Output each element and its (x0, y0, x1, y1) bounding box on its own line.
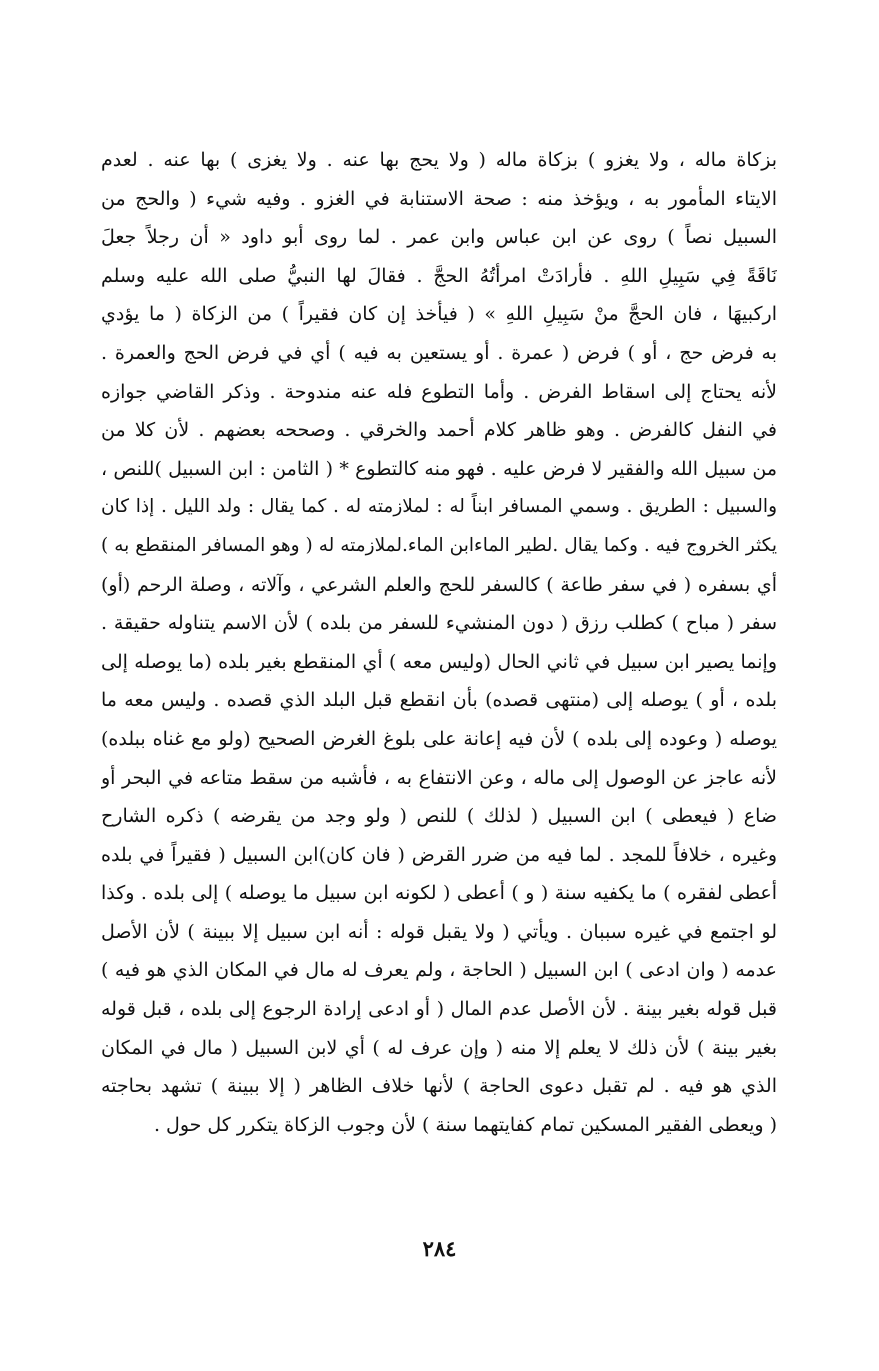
body-text (101, 141, 777, 1144)
text-line: يكثر الخروج فيه . وكما يقال .لطير الماءابن الماء.لملازمته له ( وهو المسافر المنقطع به ) (101, 534, 777, 556)
text-line: بغير بينة ) لأن ذلك لا يعلم إلا منه ( وإن عرف له ) أي لابن السبيل ( مال في المكان (101, 1036, 777, 1059)
text-line: ضاع ( فيعطى ) ابن السبيل ( لذلك ) للنص ( ولو وجد من يقرضه ) ذكره الشارح (101, 805, 777, 828)
text-line: ( ويعطى الفقير المسكين تمام كفايتهما سنة ) لأن وجوب الزكاة يتكرر كل حول . (153, 1113, 777, 1136)
text-line: لو اجتمع في غيره سببان . ويأتي ( ولا يقبل قوله : أنه ابن سبيل إلا ببينة ) لأن الأصل (101, 920, 777, 943)
text-line: يوصله ( وعوده إلى بلده ) لأن فيه إعانة على بلوغ الغرض الصحيح (ولو مع غناه ببلده) (101, 727, 777, 750)
text-line: بلده ، أو ) يوصله إلى (منتهى قصده) بأن انقطع قبل البلد الذي قصده . وليس معه ما (101, 689, 777, 712)
text-line: الذي هو فيه . لم تقبل دعوى الحاجة ) لأنها خلاف الظاهر ( إلا ببينة ) تشهد بحاجته (101, 1075, 777, 1098)
text-line: نَاقَةً فِي سَبِيلِ اللهِ . فأرادَتْ امرأتُهُ الحجَّ . فقالَ لها النبيُّ صلى الله عليه وسلم (101, 264, 777, 287)
text-line: وإنما يصير ابن سبيل في ثاني الحال (وليس معه ) أي المنقطع بغير بلده (ما يوصله إلى (101, 650, 777, 673)
text-line: والسبيل : الطريق . وسمي المسافر ابناً له : لملازمته له . كما يقال : ولد الليل . إذا كان (101, 496, 777, 518)
text-line: سفر ( مباح ) كطلب رزق ( دون المنشيء للسفر من بلده ) لأن الاسم يتناوله حقيقة . (101, 612, 777, 635)
text-line: اركبيهَا ، فان الحجَّ منْ سَبِيلِ اللهِ » ( فيأخذ إن كان فقيراً ) من الزكاة ( ما يؤدي (101, 303, 777, 326)
text-line: السبيل نصاً ) روى عن ابن عباس وابن عمر . لما روى أبو داود « أن رجلاً جعلَ (101, 226, 777, 249)
text-line: وغيره ، خلافاً للمجد . لما فيه من ضرر القرض ( فان كان)ابن السبيل ( فقيراً في بلده (101, 843, 777, 866)
text-line: من سبيل الله والفقير لا فرض عليه . فهو منه كالتطوع * ( الثامن : ابن السبيل )للنص ، (101, 457, 777, 480)
page-number: ٢٨٤ (422, 1236, 457, 1261)
text-line: لأنه يحتاج إلى اسقاط الفرض . وأما التطوع فله عنه مندوحة . وذكر القاضي جوازه (101, 380, 777, 403)
text-line: قبل قوله بغير بينة . لأن الأصل عدم المال ( أو ادعى إرادة الرجوع إلى بلده ، قبل قوله (101, 998, 777, 1021)
text-line: أعطى لفقره ) ما يكفيه سنة ( و ) أعطى ( لكونه ابن سبيل ما يوصله ) إلى بلده . وكذا (101, 882, 777, 905)
text-line: عدمه ( وان ادعى ) ابن السبيل ( الحاجة ، ولم يعرف له مال في المكان الذي هو فيه ) (101, 959, 777, 982)
text-line: به فرض حج ، أو ) فرض ( عمرة . أو يستعين به فيه ) أي في فرض الحج والعمرة . (101, 341, 777, 364)
text-line: في النفل كالفرض . وهو ظاهر كلام أحمد والخرقي . وصححه بعضهم . لأن كلا من (101, 419, 777, 442)
text-line: لأنه عاجز عن الوصول إلى ماله ، وعن الانتفاع به ، فأشبه من سقط متاعه في البحر أو (101, 766, 777, 789)
text-line: الايتاء المأمور به ، ويؤخذ منه : صحة الاستنابة في الغزو . وفيه شيء ( والحج من (101, 187, 777, 210)
text-line: أي بسفره ( في سفر طاعة ) كالسفر للحج والعلم الشرعي ، وآلاته ، وصلة الرحم (أو) (101, 573, 777, 596)
text-line: بزكاة ماله ، ولا يغزو ) بزكاة ماله ( ولا يحج بها عنه . ولا يغزى ) بها عنه . لعدم (101, 149, 777, 171)
